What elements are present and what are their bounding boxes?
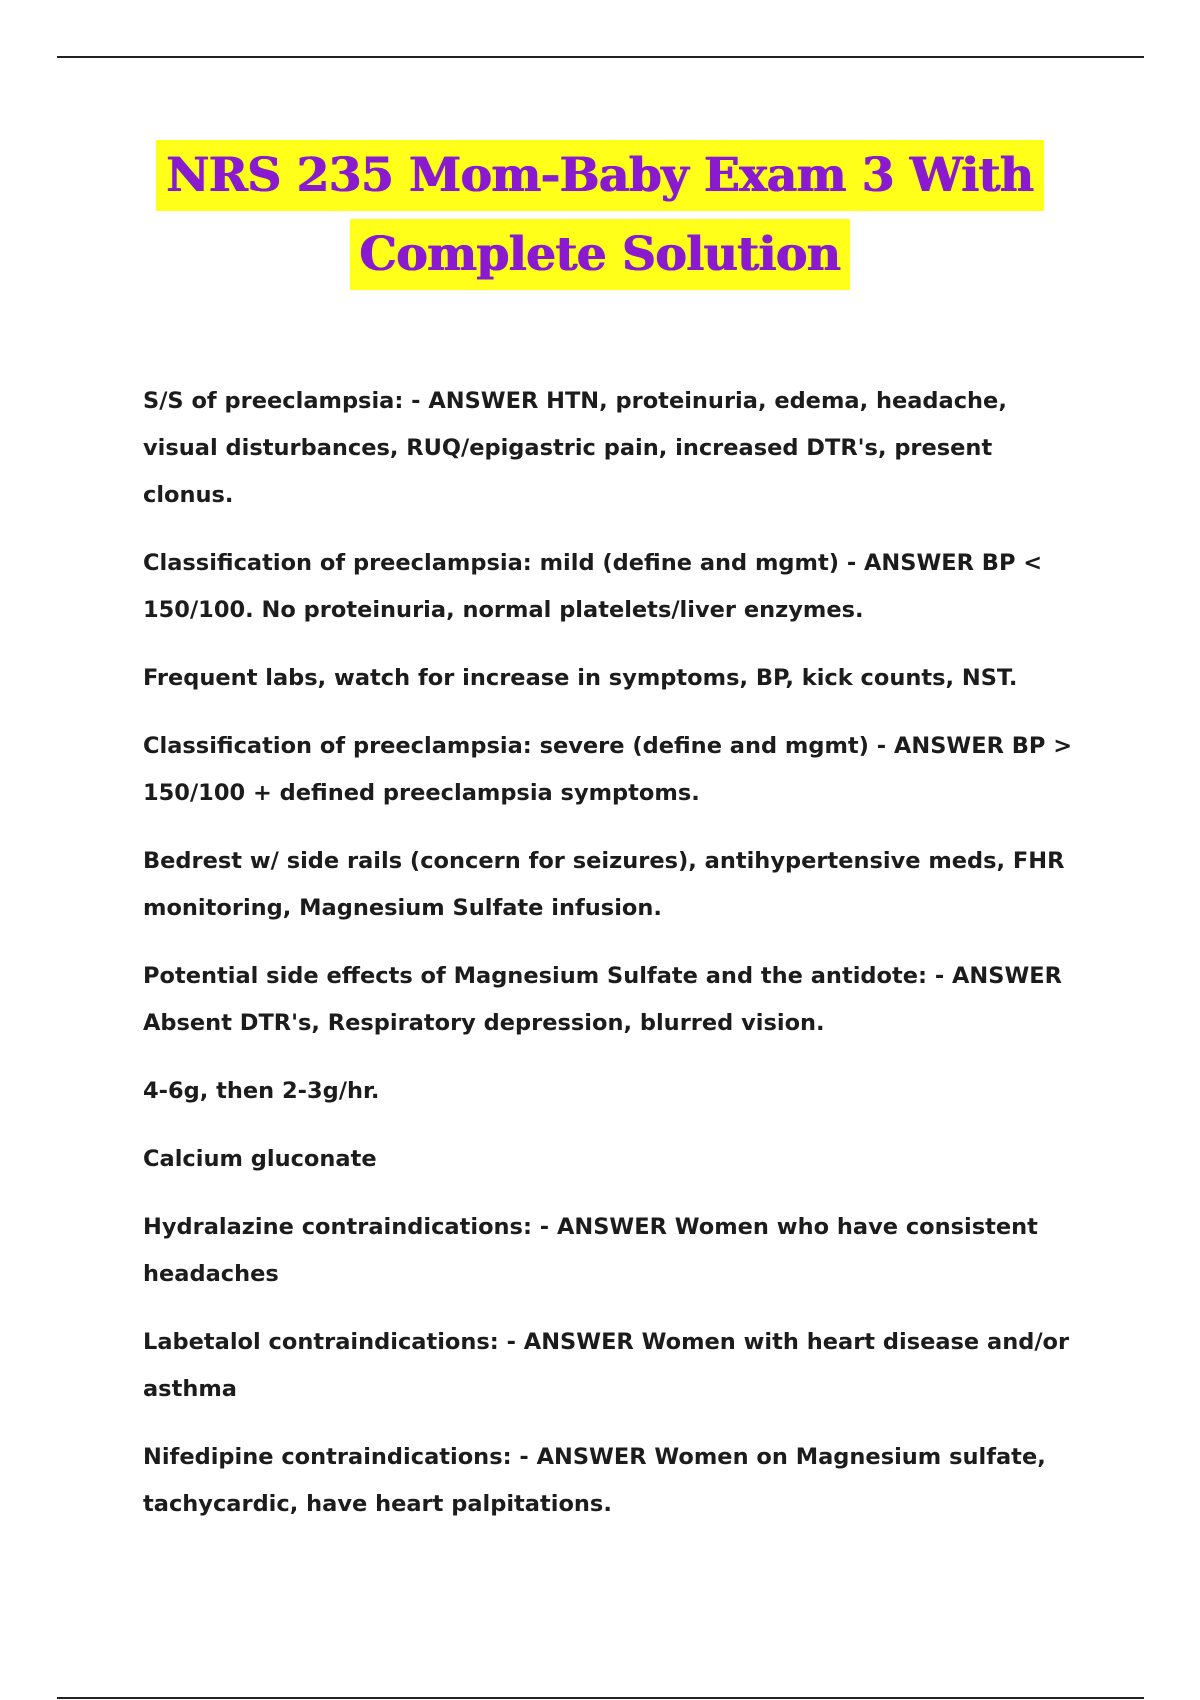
qa-item-mild-management: Frequent labs, watch for increase in symptoms, BP, kick counts, NST. xyxy=(143,665,1018,691)
document-body xyxy=(143,378,1083,1549)
qa-item-severe-management: Bedrest w/ side rails (concern for seizures), antihypertensive meds, FHR monitoring, Magnesium Sulfate infusion. xyxy=(143,848,1065,921)
qa-item-magnesium-dose: 4-6g, then 2-3g/hr. xyxy=(143,1078,380,1104)
bottom-divider xyxy=(57,1697,1144,1699)
title-line-1: NRS 235 Mom-Baby Exam 3 With xyxy=(156,140,1043,211)
top-divider xyxy=(57,56,1144,58)
qa-item-nifedipine: Nifedipine contraindications: - ANSWER Women on Magnesium sulfate, tachycardic, have heart palpitations. xyxy=(143,1444,1046,1517)
qa-item-mild-preeclampsia: Classification of preeclampsia: mild (define and mgmt) - ANSWER BP < 150/100. No proteinuria, normal platelets/liver enzymes. xyxy=(143,550,1043,623)
qa-item-antidote: Calcium gluconate xyxy=(143,1146,377,1172)
title-row-1 xyxy=(0,140,1200,211)
title-row-2 xyxy=(0,219,1200,290)
qa-item-labetalol: Labetalol contraindications: - ANSWER Women with heart disease and/or asthma xyxy=(143,1329,1070,1402)
title-line-2: Complete Solution xyxy=(350,219,851,290)
document-title xyxy=(0,140,1200,298)
qa-item-severe-preeclampsia: Classification of preeclampsia: severe (define and mgmt) - ANSWER BP > 150/100 + defined preeclampsia symptoms. xyxy=(143,733,1073,806)
qa-item-hydralazine: Hydralazine contraindications: - ANSWER Women who have consistent headaches xyxy=(143,1214,1038,1287)
qa-item-magnesium-side-effects: Potential side effects of Magnesium Sulfate and the antidote: - ANSWER Absent DTR's, Respiratory depression, blurred vision. xyxy=(143,963,1062,1036)
qa-item-preeclampsia-signs: S/S of preeclampsia: - ANSWER HTN, proteinuria, edema, headache, visual disturbances, RUQ/epigastric pain, increased DTR's, present clonus. xyxy=(143,388,1007,508)
